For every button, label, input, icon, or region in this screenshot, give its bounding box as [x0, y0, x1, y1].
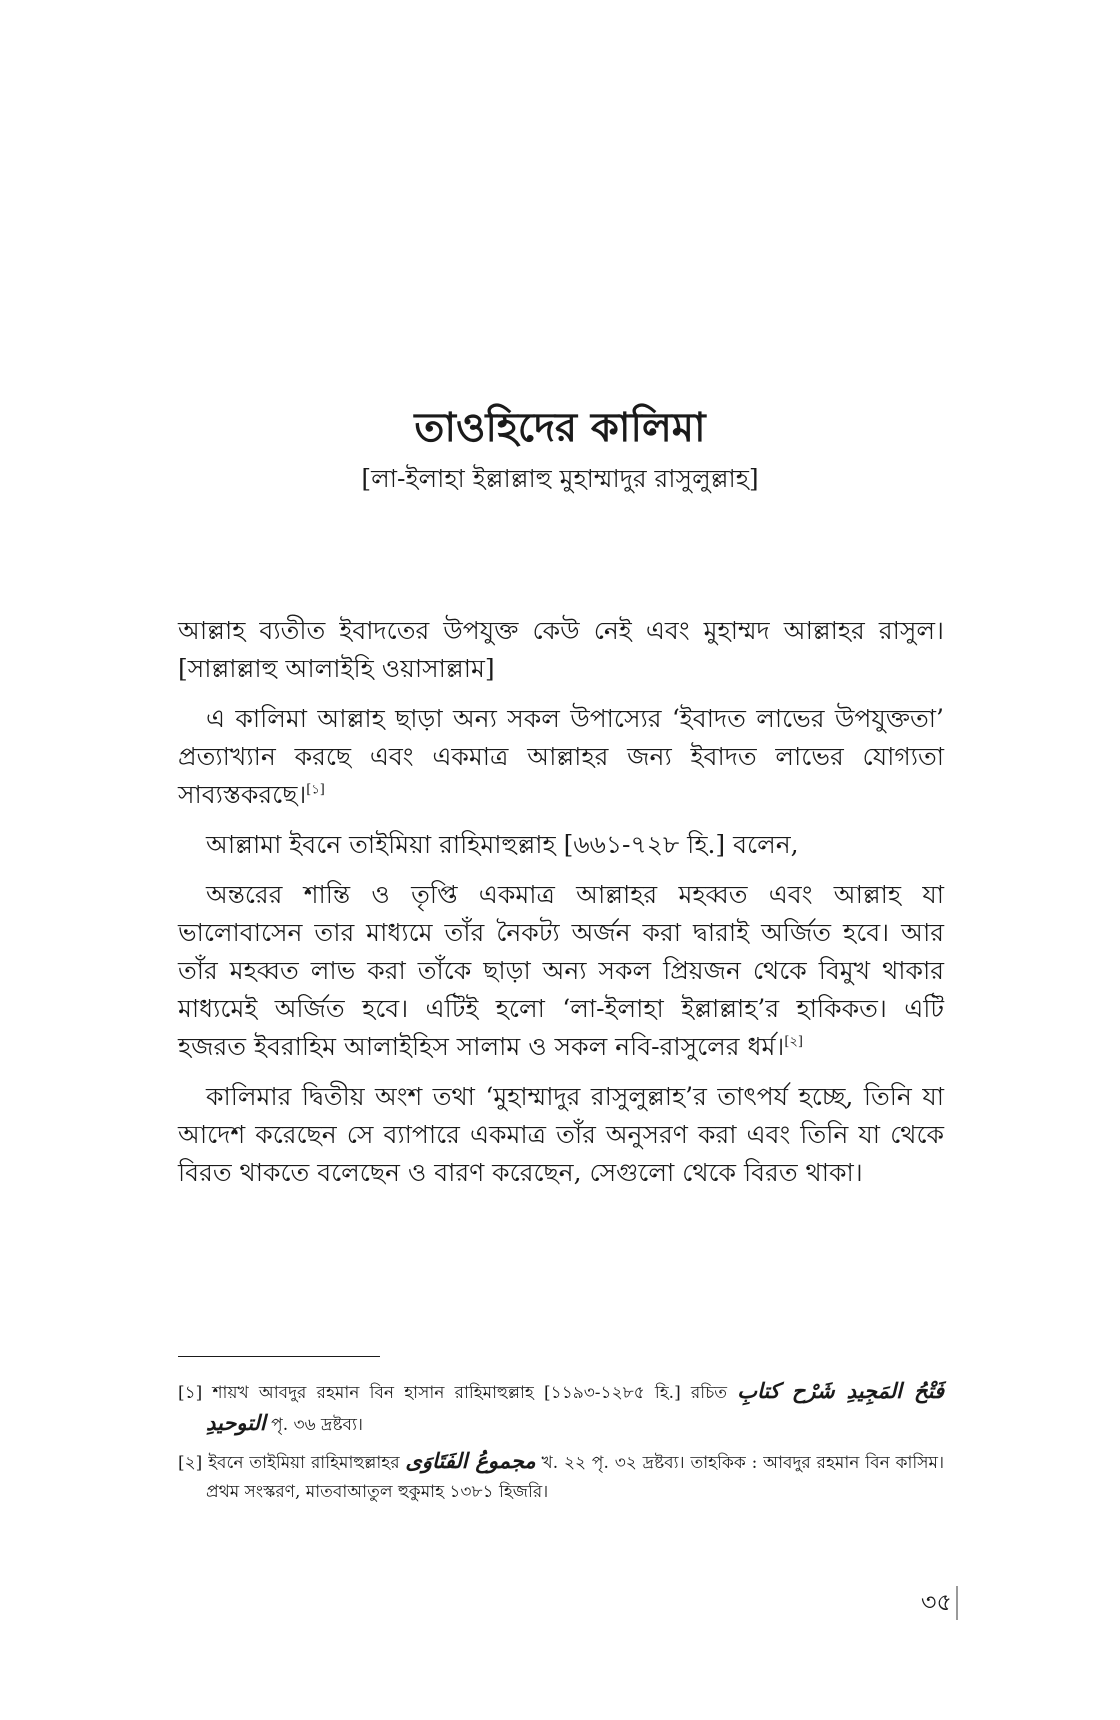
footnote-1-text-end: পৃ. ৩৬ দ্রষ্টব্য।: [271, 1415, 363, 1435]
footnotes: [178, 1376, 944, 1513]
footnote-2-marker: [২]: [178, 1453, 203, 1473]
footnote-1: [178, 1376, 944, 1440]
footnote-ref-2[interactable]: [২]: [784, 1034, 803, 1050]
footnote-1-text: শায়খ আবদুর রহমান বিন হাসান রাহিমাহুল্লাহ [১১৯৩-১২৮৫ হি.] রচিত: [212, 1383, 728, 1403]
paragraph-4-text: অন্তরের শান্তি ও তৃপ্তি একমাত্র আল্লাহর মহব্বত এবং আল্লাহ যা ভালোবাসেন তার মাধ্যমে তাঁর নৈকট্য অর্জন করা দ্বারাই অর্জিত হবে। আর তাঁর মহব্বত লাভ করা তাঁকে ছাড়া অন্য সকল প্রিয়জন থেকে বিমুখ থাকার মাধ্যমেই অর্জিত হবে। এটিই হলো ‘লা-ইলাহা ইল্লাল্লাহ’র হাকিকত। এটি হজরত ইবরাহিম আলাইহিস সালাম ও সকল নবি-রাসুলের ধর্ম।: [178, 880, 944, 1061]
paragraph-4: [178, 876, 944, 1066]
chapter-title: তাওহিদের কালিমা: [414, 404, 706, 451]
footnote-1-marker: [১]: [178, 1383, 203, 1403]
paragraph-5: [178, 1078, 944, 1192]
paragraph-1: [178, 612, 944, 688]
paragraph-3-text: আল্লামা ইবনে তাইমিয়া রাহিমাহুল্লাহ [৬৬১-৭২৮ হি.] বলেন,: [206, 830, 799, 859]
footnote-ref-1[interactable]: [১]: [306, 782, 325, 798]
footnote-2-text: ইবনে তাইমিয়া রাহিমাহুল্লাহর: [208, 1453, 400, 1473]
paragraph-2: [178, 700, 944, 814]
paragraph-3: [178, 826, 944, 864]
page-number: ৩৫: [920, 1588, 952, 1616]
paragraph-5-text: কালিমার দ্বিতীয় অংশ তথা ‘মুহাম্মাদুর রাসুলুল্লাহ’র তাৎপর্য হচ্ছে, তিনি যা আদেশ করেছেন সে ব্যাপারে একমাত্র তাঁর অনুসরণ করা এবং তিনি যা থেকে বিরত থাকতে বলেছেন ও বারণ করেছেন, সেগুলো থেকে বিরত থাকা।: [178, 1082, 944, 1187]
footnote-2-arabic-title: مجموعُ الفَتَاوَى: [405, 1448, 536, 1473]
page-number-bar: [956, 1586, 958, 1620]
body-text: [178, 612, 944, 1204]
footnote-1-arabic-title: فَتْحُ المَجِيدِ شَرْح كتابِ التوحيدِ: [206, 1378, 944, 1435]
footnote-divider: [178, 1356, 380, 1357]
footnote-2: [178, 1446, 944, 1507]
footnote-2-text-end: খ. ২২ পৃ. ৩২ দ্রষ্টব্য। তাহকিক : আবদুর রহমান বিন কাসিম। প্রথম সংস্করণ, মাতবাআতুল হুকুমাহ ১৩৮১ হিজরি।: [206, 1453, 945, 1502]
paragraph-1-text: আল্লাহ ব্যতীত ইবাদতের উপযুক্ত কেউ নেই এবং মুহাম্মদ আল্লাহর রাসুল। [সাল্লাল্লাহু আলাইহি ওয়াসাল্লাম]: [178, 616, 944, 683]
paragraph-2-text: এ কালিমা আল্লাহ ছাড়া অন্য সকল উপাস্যের ‘ইবাদত লাভের উপযুক্ততা’ প্রত্যাখ্যান করছে এবং একমাত্র আল্লাহর জন্য ইবাদত লাভের যোগ্যতা সাব্যস্তকরছে।: [178, 704, 944, 809]
chapter-subtitle: [লা-ইলাহা ইল্লাল্লাহু মুহাম্মাদুর রাসুলুল্লাহ]: [361, 464, 759, 493]
